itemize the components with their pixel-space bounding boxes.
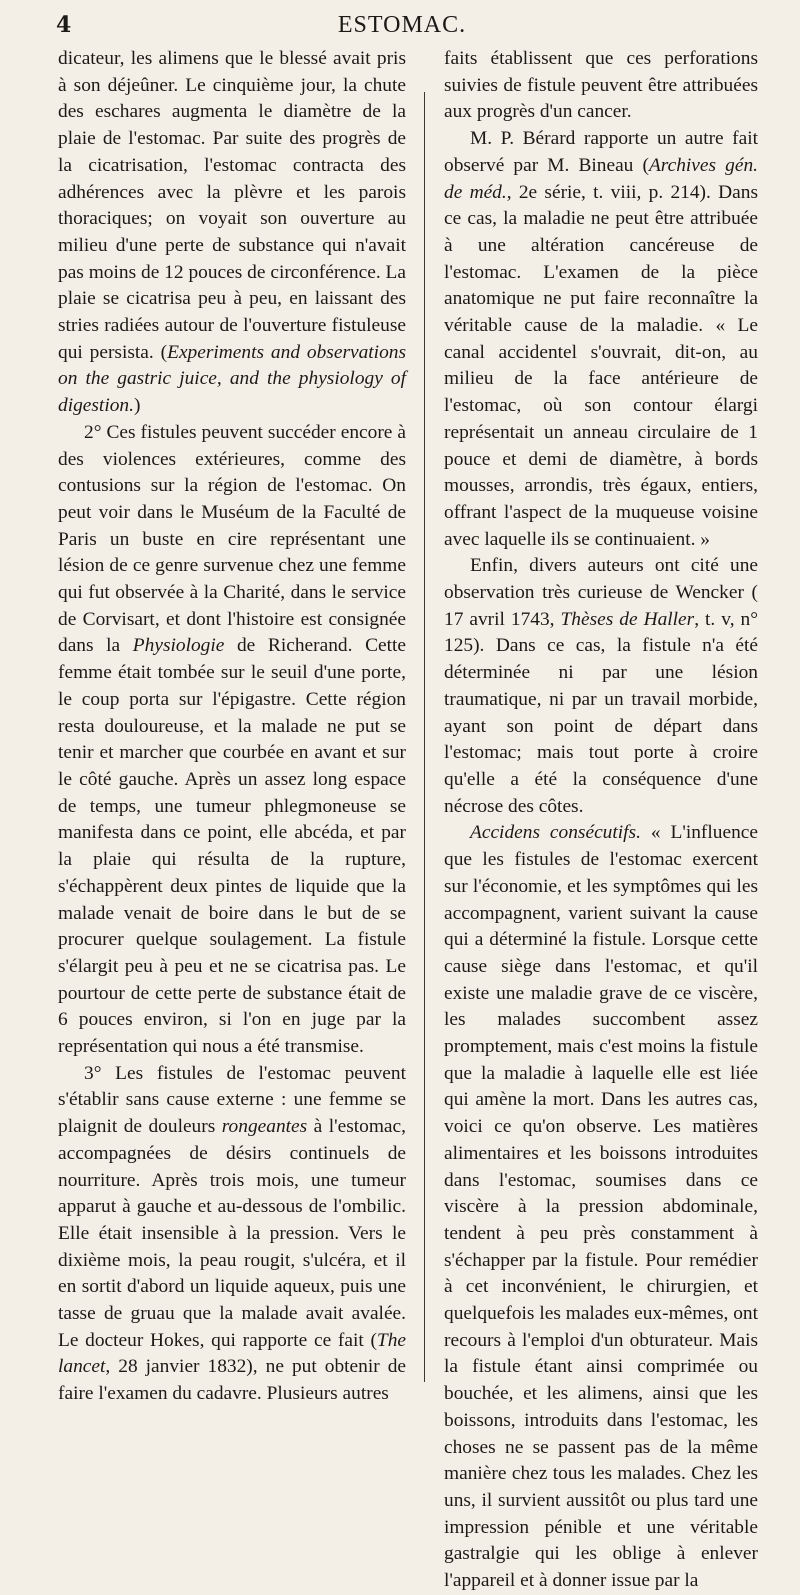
paragraph-2: 2° Ces fistules peuvent succéder encore à des violences extérieures, comme des contusions sur la région de l'estomac. On peut voir dans le Muséum de la Faculté de Paris un buste en cire représentant une lésion de ce genre survenue chez une femme qui fut observée à la Charité, dans le service de Corvisart, et dont l'histoire est consignée dans la Physiologie de Richerand. Cette femme était tombée sur le seuil d'une porte, le coup porta sur l'épigastre. Cette région resta douloureuse, et la malade ne put se tenir et marcher que courbée en avant et sur le côté gauche. Après un assez long espace de temps, une tumeur phlegmoneuse se manifesta dans ce point, elle abcéda, et par la plaie qui résulta de la rupture, s'échappèrent deux pintes de liquide que la malade venait de boire dans le but de se procurer quelque soulagement. La fistule s'élargit peu à peu et ne se cicatrisa pas. Le pourtour de cette perte de substance était de 6 pouces environ, si l'on en juge par la représentation qui nous a été transmise. bbox=[58, 421, 406, 1058]
paragraph-4: faits établissent que ces perforations suivies de fistule peuvent être attribuées aux progrès d'un cancer. bbox=[444, 48, 758, 123]
paragraph-1: dicateur, les alimens que le blessé avait pris à son déjeûner. Le cinquième jour, la chute des eschares augmenta le diamètre de la plaie de l'estomac. Par suite des progrès de la cicatrisation, l'estomac contracta des adhérences avec la plèvre et les parois thoraciques; on voyait son ouverture au milieu d'une perte de substance qui n'avait pas moins de 12 pouces de circonférence. La plaie se cicatrisa peu à peu, en laissant des stries radiées autour de l'ouverture fistuleuse qui persista. (Experiments and observations on the gastric juice, and the physiology of digestion.) bbox=[58, 48, 407, 417]
right-column bbox=[444, 46, 758, 1595]
running-head: ESTOMAC. bbox=[337, 12, 467, 38]
column-divider bbox=[424, 92, 425, 1382]
paragraph-5: M. P. Bérard rapporte un autre fait observé par M. Bineau (Archives gén. de méd., 2e série, t. viii, p. 214). Dans ce cas, la maladie ne peut être attribuée à une altération cancéreuse de l'estomac. L'examen de la pièce anatomique ne put faire reconnaître la véritable cause de la maladie. « Le canal accidentel s'ouvrait, dit-on, au milieu de la face antérieure de l'estomac, où son contour élargi représentait un anneau circulaire de 1 pouce et demi de diamètre, à bords mousses, arrondis, très égaux, entiers, offrant l'aspect de la muqueuse voisine avec laquelle ils se continuaient. » bbox=[444, 128, 758, 550]
paragraph-7: Accidens consécutifs. « L'influence que les fistules de l'estomac exercent sur l'économie, et les symptômes qui les accompagnent, varient suivant la cause qui a déterminé la fistule. Lorsque cette cause siège dans l'estomac, et qu'il existe une maladie grave de ce viscère, les malades succombent assez promptement, mais c'est moins la fistule que la maladie à laquelle elle est liée qui amène la mort. Dans les autres cas, voici ce qu'on observe. Les matières alimentaires et les boissons introduites dans l'estomac, soumises dans ce viscère à la pression abdominale, tendent à peu près constamment à s'échapper par la fistule. Pour remédier à cet inconvénient, le chirurgien, et quelquefois les malades eux-mêmes, ont recours à l'emploi d'un obturateur. Mais la fistule étant ainsi comprimée ou bouchée, et les alimens, ainsi que les boissons, introduits dans l'estomac, les choses ne se passent pas de la même manière chez tous les malades. Chez les uns, il survient aussitôt ou plus tard une impression pénible et une véritable gastralgie qui les oblige à enlever l'appareil et à donner issue par la bbox=[444, 822, 758, 1592]
paragraph-6: Enfin, divers auteurs ont cité une observation très curieuse de Wencker ( 17 avril 1743, Thèses de Haller, t. v, n° 125). Dans ce cas, la fistule n'a été déterminée ni par une lésion traumatique, ni par un travail morbide, ayant son point de départ dans l'estomac; mais tout porte à croire qu'elle a été la conséquence d'une nécrose des côtes. bbox=[444, 555, 758, 817]
page-header bbox=[56, 10, 748, 44]
page-number: 4 bbox=[56, 12, 72, 38]
left-column bbox=[58, 46, 406, 1408]
paragraph-3: 3° Les fistules de l'estomac peuvent s'établir sans cause externe : une femme se plaignit de douleurs rongeantes à l'estomac, accompagnées de désirs continuels de nourriture. Après trois mois, une tumeur apparut à gauche et au-dessous de l'ombilic. Elle était insensible à la pression. Vers le dixième mois, la peau rougit, s'ulcéra, et il en sortit d'abord un liquide aqueux, puis une tasse de gruau que la malade avait avalée. Le docteur Hokes, qui rapporte ce fait (The lancet, 28 janvier 1832), ne put obtenir de faire l'examen du cadavre. Plusieurs autres bbox=[58, 1062, 406, 1405]
